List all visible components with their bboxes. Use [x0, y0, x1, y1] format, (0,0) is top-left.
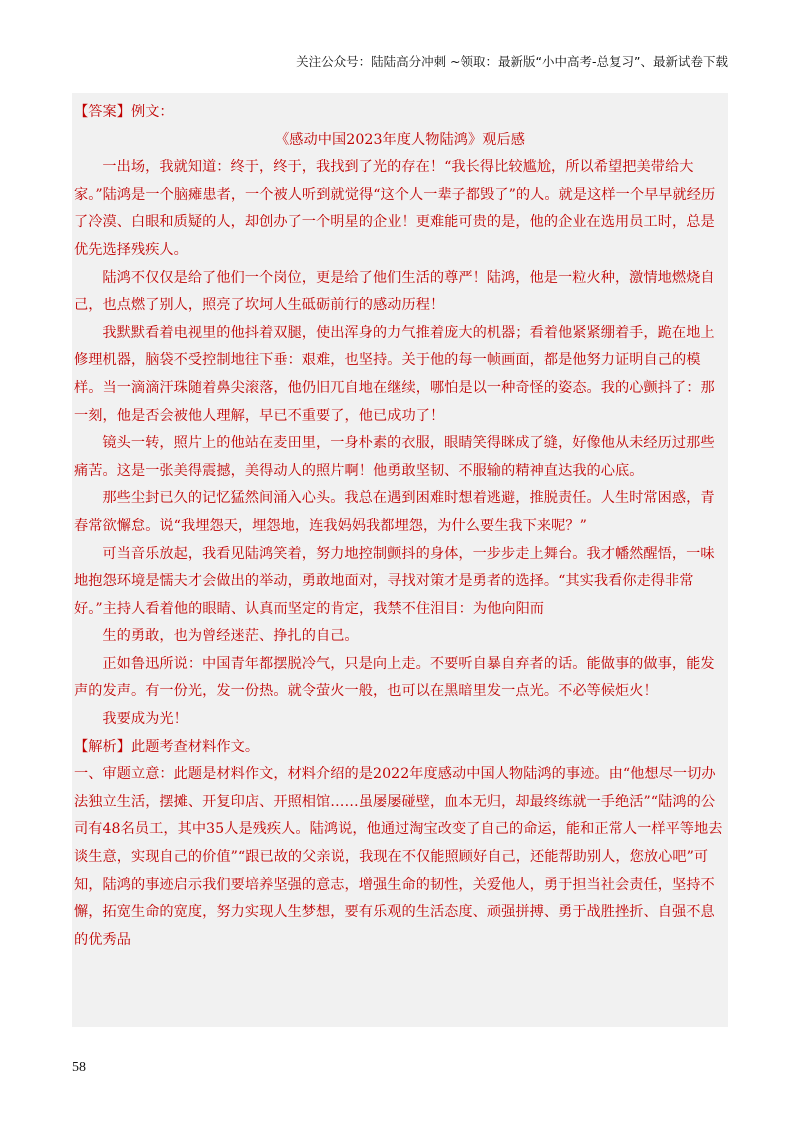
analysis-label: 此题考查材料作文。: [130, 738, 260, 755]
essay-paragraph-3: 我默默看着电视里的他抖着双腿，使出浑身的力气推着庞大的机器；看着他紧紧绷着手，跪在地上修理机器，脑袋不受控制地往下垂：艰难，也坚持。关于他的每一帧画面，都是他努力证明自己的模样。当一滴滴汗珠随着鼻尖滚落，他仍旧兀自地在继续，哪怕是以一种奇怪的姿态。我的心颤抖了：那一刻，他是否会被他人理解，早已不重要了，他已成功了！: [74, 324, 715, 424]
essay-paragraph-6: 可当音乐放起，我看见陆鸿笑着，努力地控制颤抖的身体，一步步走上舞台。我才幡然醒悟，一味地抱怨环境是懦夫才会做出的举动，勇敢地面对，寻找对策才是勇者的选择。“其实我看你走得非常好。”主持人看着他的眼睛、认真而坚定的肯定，我禁不住泪目：为他向阳而: [74, 545, 715, 617]
answer-heading: [74, 99, 726, 127]
essay-paragraph-1: 一出场，我就知道：终于，终于，我找到了光的存在！“我长得比较尴尬，所以希望把美带给大家。”陆鸿是一个脑瘫患者，一个被人听到就觉得“这个人一辈子都毁了”的人。就是这样一个早早就经历了冷漠、白眼和质疑的人，却创办了一个明星的企业！更难能可贵的是，他的企业在选用员工时，总是优先选择残疾人。: [74, 159, 716, 258]
essay-paragraph-4: 镜头一转，照片上的他站在麦田里，一身朴素的衣服，眼睛笑得眯成了缝，好像他从未经历过那些痛苦。这是一张美得震撼，美得动人的照片啊！他勇敢坚韧、不服输的精神直达我的心底。: [74, 435, 715, 479]
analysis-heading: [74, 734, 726, 762]
essay-paragraph-7: 生的勇敢，也为曾经迷茫、挣扎的自己。: [102, 628, 359, 645]
essay-paragraph-8: 正如鲁迅所说：中国青年都摆脱冷气，只是向上走。不要听自暴自弃者的话。能做事的做事，能发声的发声。有一份光，发一份热。就令萤火一般，也可以在黑暗里发一点光。不必等候炬火！: [74, 655, 715, 700]
essay-paragraph-9: 我要成为光！: [102, 711, 188, 728]
page-header: 关注公众号：陆陆高分冲刺 ~领取：最新版“小中高考-总复习”、最新试卷下载: [296, 54, 728, 69]
answer-tag: 【答案】: [74, 104, 131, 120]
analysis-tag: 【解析】: [74, 738, 131, 755]
answer-block: [72, 93, 728, 1027]
analysis-paragraph: 一、审题立意：此题是材料作文，材料介绍的是2022年度感动中国人物陆鸿的事迹。由“他想尽一切办法独立生活，摆摊、开复印店、开照相馆……虽屡屡碰壁，血本无归，却最终练就一手绝活”“陆鸿的公司有48名员工，其中35人是残疾人。陆鸿说，他通过淘宝改变了自己的命运，能和正常人一样平等地去谈生意，实现自己的价值”“跟已故的父亲说，我现在不仅能照顾好自己，还能帮助别人，您放心吧”可知，陆鸿的事迹启示我们要培养坚强的意志，增强生命的韧性，关爱他人，勇于担当社会责任，坚持不懈，拓宽生命的宽度，努力实现人生梦想，要有乐观的生活态度、顽强拼搏、勇于战胜挫折、自强不息的优秀品: [74, 766, 723, 948]
essay-paragraph-5: 那些尘封已久的记忆猛然间涌入心头。我总在遇到困难时想着逃避，推脱责任。人生时常困惑，青春常欲懈怠。说“我埋怨天，埋怨地，连我妈妈我都埋怨，为什么要生我下来呢？”: [74, 490, 715, 534]
essay-title: 《感动中国2023年度人物陆鸿》观后感: [275, 131, 525, 148]
page-number: 58: [72, 1060, 86, 1075]
essay-paragraph-2: 陆鸿不仅仅是给了他们一个岗位，更是给了他们生活的尊严！陆鸿，他是一粒火种，激情地燃烧自己，也点燃了别人，照亮了坎坷人生砥砺前行的感动历程！: [74, 269, 715, 314]
answer-label: 例文：: [130, 104, 174, 120]
answer-text: [72, 93, 728, 954]
